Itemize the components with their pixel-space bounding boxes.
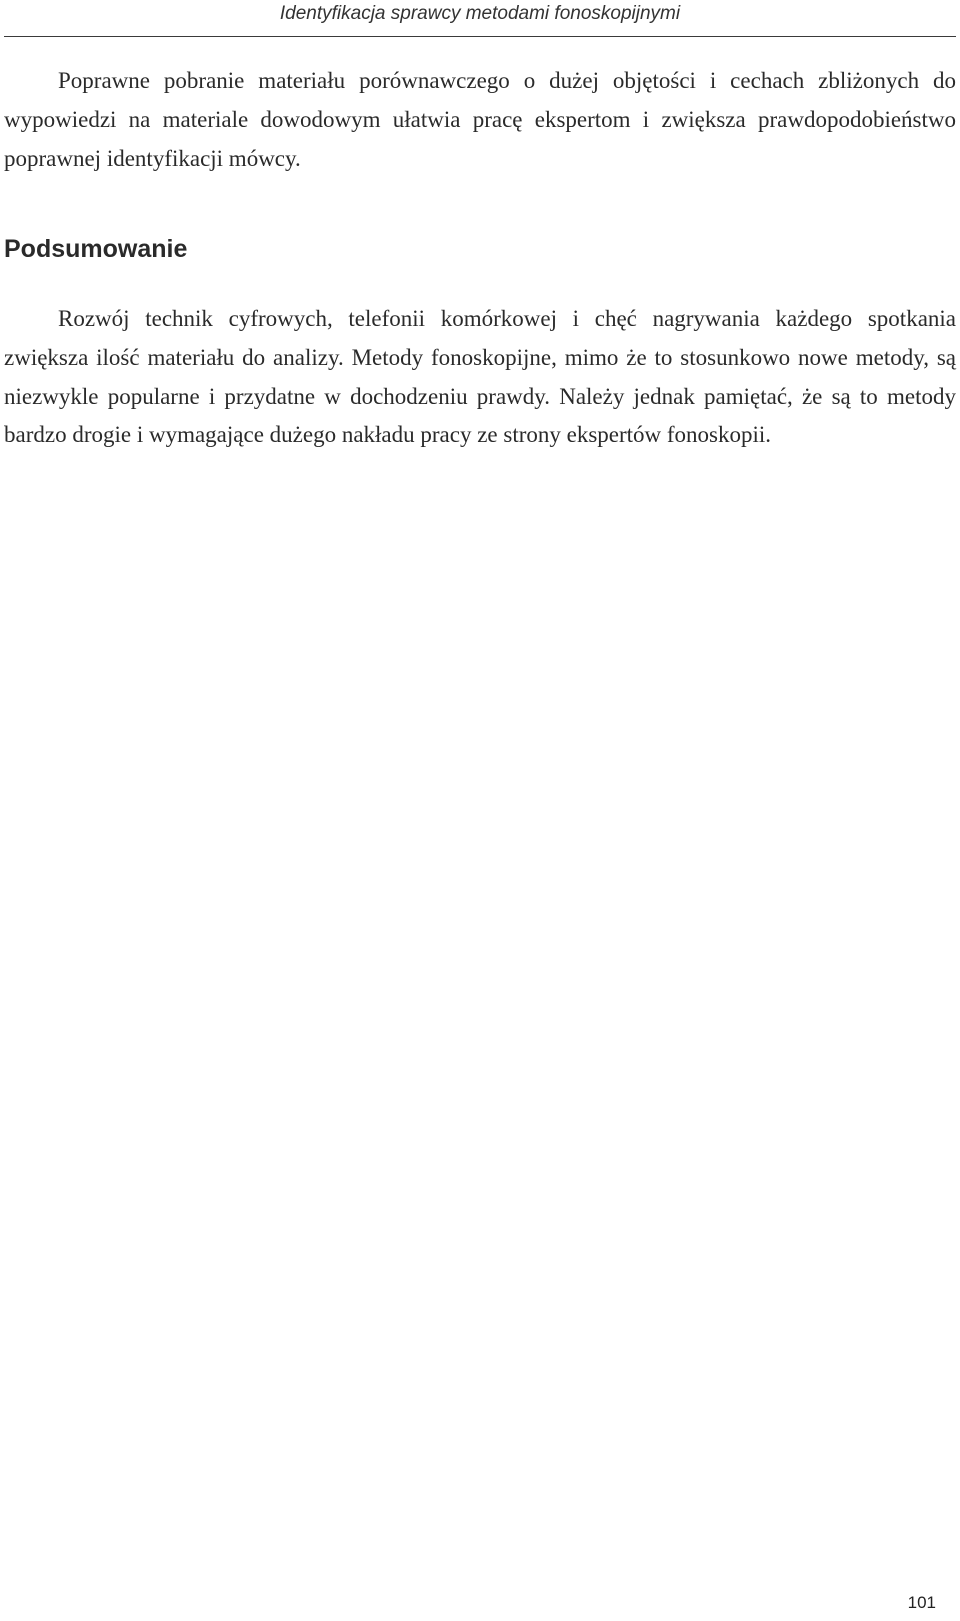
running-header (4, 0, 956, 37)
body-paragraph: Poprawne pobranie materiału porównawczego o dużej objętości i cechach zbliżonych do wypowiedzi na materiale dowodowym ułatwia pracę ekspertom i zwiększa prawdopodobieństwo poprawnej identyfikacji mówcy. (4, 68, 956, 171)
section-heading: Podsumowanie (4, 235, 188, 263)
running-header-title: Identyfikacja sprawcy metodami fonoskopijnymi (279, 3, 681, 24)
page-number: 101 (907, 1593, 936, 1612)
summary-paragraph: Rozwój technik cyfrowych, telefonii komórkowej i chęć nagrywania każdego spotkania zwiększa ilość materiału do analizy. Metody fonoskopijne, mimo że to stosunkowo nowe metody, są niezwykle popularne i przydatne w dochodzeniu prawdy. Należy jednak pamiętać, że są to metody bardzo drogie i wymagające dużego nakładu pracy ze strony ekspertów fonoskopii. (4, 306, 956, 448)
